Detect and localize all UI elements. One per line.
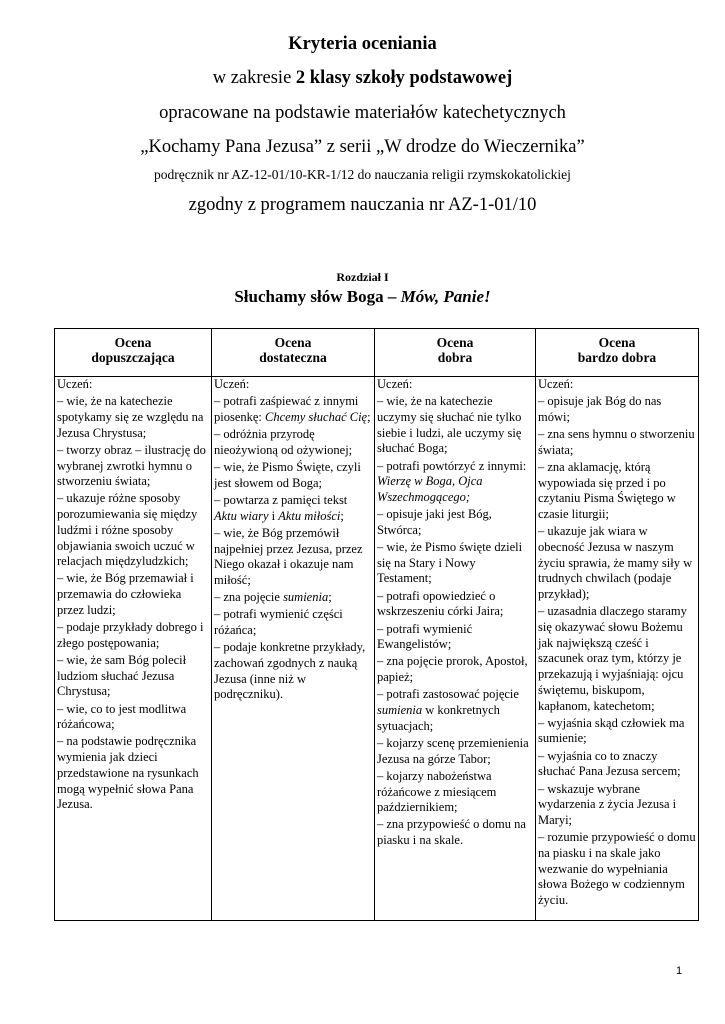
list-item: – podaje konkretne przykłady, zachowań zgodnych z nauką Jezusa (inne niż w podręczniku).: [214, 640, 366, 702]
list-item: – tworzy obraz – ilustrację do wybranej zwrotki hymnu o stworzeniu świata;: [57, 442, 206, 489]
item-text: – potrafi zaśpiewać z innymi piosenkę:: [214, 394, 359, 424]
list-item: – wyjaśnia skąd człowiek ma sumienie;: [538, 715, 685, 746]
list-item: – kojarzy nabożeństwa różańcowe z miesiącem październikiem;: [377, 768, 497, 815]
list-item: – wie, że sam Bóg polecił ludziom słuchać Jezusa Chrystusa;: [57, 652, 187, 699]
item-text: – zna pojęcie: [214, 590, 284, 605]
list-intro: Uczeń:: [57, 377, 93, 391]
header-label: Ocena: [114, 335, 152, 350]
list-intro: Uczeń:: [538, 377, 574, 391]
program-line: zgodny z programem nauczania nr AZ-1-01/10: [188, 195, 537, 215]
list-item: – potrafi opowiedzieć o wskrzeszeniu córki Jaira;: [377, 588, 504, 619]
header-dopuszczajaca: [55, 329, 212, 377]
header-grade: bardzo dobra: [577, 350, 657, 365]
table-header-row: [55, 329, 699, 377]
list-item: – wie, że Pismo Święte, czyli jest słowem od Boga;: [214, 460, 361, 490]
header-label: Ocena: [274, 335, 312, 350]
grading-criteria-table: [54, 328, 699, 921]
header-label: Ocena: [436, 335, 474, 350]
header-grade: dostateczna: [259, 350, 327, 365]
item-text: – potrafi zastosować pojęcie: [377, 687, 519, 702]
list-item: – wskazuje wybrane wydarzenia z życia Jezusa i Maryi;: [538, 781, 677, 827]
term: sumienia: [377, 703, 423, 718]
header-grade: dobra: [437, 350, 473, 365]
list-item: [214, 493, 372, 524]
document-title: Kryteria oceniania: [288, 34, 437, 54]
header-grade: dopuszczająca: [91, 350, 175, 365]
table-row: [55, 377, 699, 921]
grade-subtitle-prefix: w zakresie: [212, 68, 296, 88]
term: sumienia: [283, 590, 329, 605]
chapter-title-main: Słuchamy słów Boga –: [234, 287, 401, 306]
item-text: – powtarza z pamięci tekst: [214, 492, 348, 507]
list-item: – podaje przykłady dobrego i złego postępowania;: [57, 620, 204, 650]
list-item: – zna aklamację, którą wypowiada się przed i po czytaniu Pisma Świętego w czasie liturgii;: [538, 460, 676, 522]
item-text: w konkretnych sytuacjach;: [377, 703, 500, 733]
list-item: – zna pojęcie prorok, Apostoł, papież;: [377, 654, 528, 685]
list-item: [377, 687, 533, 734]
prayer-title: Aktu miłości: [278, 508, 341, 523]
list-item: – opisuje jaki jest Bóg, Stwórca;: [377, 507, 492, 537]
item-text: ;: [328, 590, 332, 605]
item-text: i: [268, 508, 279, 523]
item-text: – potrafi powtórzyć z innymi:: [377, 458, 527, 473]
cell-dostateczna: [212, 377, 375, 921]
list-item: – potrafi wymienić Ewangelistów;: [377, 621, 473, 652]
header-dobra: [375, 329, 536, 377]
list-item: – na podstawie podręcznika wymienia jak dzieci przedstawione na rysunkach mogą wypełnić słowa Pana Jezusa.: [57, 734, 199, 812]
item-text: ;: [340, 508, 344, 523]
list-item: – odróżnia przyrodę nieożywioną od ożywionej;: [214, 427, 353, 457]
grade-subtitle: [0, 68, 725, 89]
materials-line: opracowane na podstawie materiałów katechetycznych: [159, 103, 566, 123]
page-number: 1: [676, 965, 683, 977]
list-item: – ukazuje różne sposoby porozumiewania się między ludźmi i różne sposoby objawiania swoich uczuć w relacjach międzyludzkich;: [57, 491, 198, 569]
list-item: [214, 590, 372, 606]
list-item: [377, 459, 533, 506]
item-text: ;: [367, 409, 371, 424]
chapter-label: Rozdział I: [336, 270, 389, 284]
cell-bardzo-dobra: [536, 377, 699, 921]
list-item: – wie, że Bóg przemawiał i przemawia do człowieka przez ludzi;: [57, 571, 194, 617]
list-item: – wie, że na katechezie spotykamy się ze względu na Jezusa Chrystusa;: [57, 394, 204, 440]
header-label: Ocena: [598, 335, 636, 350]
prayer-quote: Wierzę w Boga, Ojca Wszechmogącego;: [377, 474, 483, 504]
list-item: – ukazuje jak wiara w obecność Jezusa w naszym życiu sprawia, że mamy siły w trudnych chwilach (podaje przykład);: [538, 524, 693, 602]
chapter-title-italic: Mów, Panie!: [400, 287, 491, 306]
series-line: „Kochamy Pana Jezusa” z serii „W drodze do Wieczernika”: [140, 137, 585, 157]
header-bardzo-dobra: [536, 329, 699, 377]
list-item: – wyjaśnia co to znaczy słuchać Pana Jezusa sercem;: [538, 748, 681, 779]
list-intro: Uczeń:: [377, 377, 413, 391]
textbook-number-line: podręcznik nr AZ-12-01/10-KR-1/12 do nauczania religii rzymskokatolickiej: [154, 167, 571, 182]
list-item: – zna przypowieść o domu na piasku i na skale.: [377, 817, 526, 848]
list-item: [214, 394, 372, 425]
cell-dobra: [375, 377, 536, 921]
song-title: Chcemy słuchać Cię: [265, 409, 368, 424]
list-item: – potrafi wymienić części różańca;: [214, 607, 343, 638]
list-item: – wie, że na katechezie uczymy się słuchać nie tylko siebie i ludzi, ale uczymy się słuchać Boga;: [377, 394, 522, 456]
cell-dopuszczajaca: [55, 377, 212, 921]
list-item: – kojarzy scenę przemienienia Jezusa na górze Tabor;: [377, 735, 529, 766]
list-item: – rozumie przypowieść o domu na piasku i na skale jako wezwanie do wypełniania słowa Bożego w codziennym życiu.: [538, 830, 696, 907]
list-item: – wie, że Pismo święte dzieli się na Stary i Nowy Testament;: [377, 540, 523, 586]
chapter-title: [0, 287, 725, 307]
header-dostateczna: [212, 329, 375, 377]
list-item: – wie, że Bóg przemówił najpełniej przez Jezusa, przez Niego okazał i okazuje nam miłość;: [214, 525, 363, 587]
list-item: – zna sens hymnu o stworzeniu świata;: [538, 427, 695, 457]
grade-subtitle-grade: 2 klasy szkoły podstawowej: [295, 68, 513, 88]
prayer-title: Aktu wiary: [214, 508, 269, 523]
list-item: – uzasadnia dlaczego staramy się okazywać słowu Bożemu jak największą cześć i szacunek oraz tym, którzy je przekazują i wyjaśniają: ojcu świętemu, biskupom, kapłanom, katechetom;: [538, 604, 687, 713]
list-intro: Uczeń:: [214, 377, 250, 391]
list-item: – opisuje jak Bóg do nas mówi;: [538, 394, 662, 424]
list-item: – wie, co to jest modlitwa różańcowa;: [57, 701, 187, 732]
